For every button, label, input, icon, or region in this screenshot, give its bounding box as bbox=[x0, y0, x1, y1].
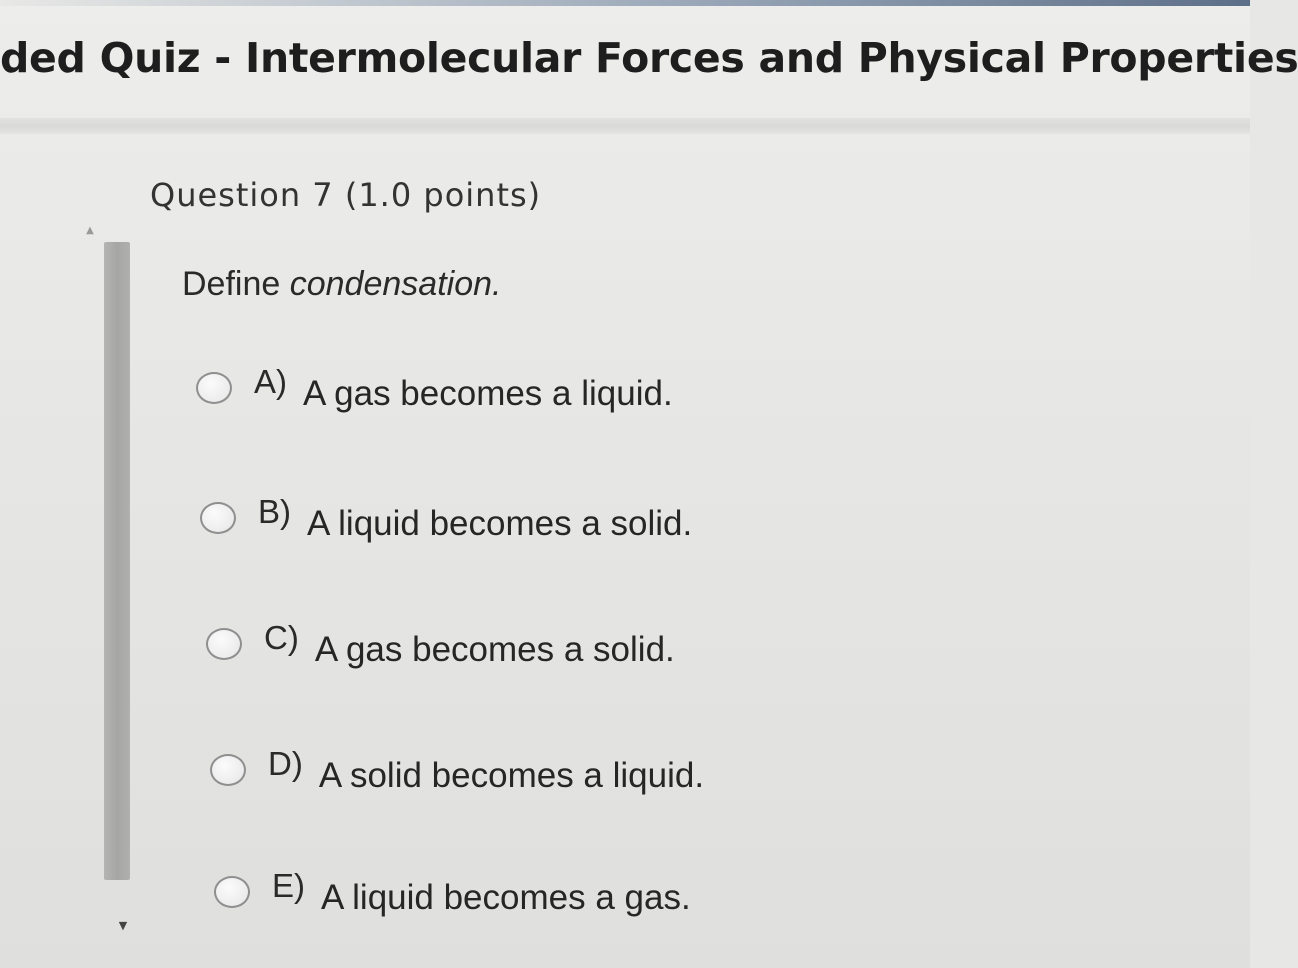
title-divider bbox=[0, 118, 1250, 134]
option-text-c: A gas becomes a solid. bbox=[314, 630, 675, 669]
radio-button-b[interactable] bbox=[200, 502, 236, 534]
option-text-d: A solid becomes a liquid. bbox=[318, 756, 705, 795]
quiz-title: ded Quiz - Intermolecular Forces and Physical Properties bbox=[0, 34, 1298, 82]
option-letter-b: B) bbox=[258, 493, 291, 530]
scroll-down-icon[interactable]: ▼ bbox=[118, 919, 128, 932]
option-text-e: A liquid becomes a gas. bbox=[321, 878, 691, 917]
answer-option-c[interactable] bbox=[206, 618, 675, 670]
option-letter-c: C) bbox=[264, 619, 299, 656]
option-letter-a: A) bbox=[254, 363, 287, 400]
question-prompt-prefix: Define bbox=[182, 265, 290, 303]
browser-top-bar bbox=[0, 0, 1250, 6]
radio-button-d[interactable] bbox=[210, 754, 246, 786]
answer-option-b[interactable] bbox=[200, 492, 692, 544]
question-header bbox=[150, 176, 550, 226]
option-text-a: A gas becomes a liquid. bbox=[303, 374, 673, 413]
answer-option-d[interactable] bbox=[210, 744, 704, 796]
question-header-text: Question 7 (1.0 points) bbox=[150, 176, 542, 214]
option-letter-e: E) bbox=[272, 867, 305, 904]
answer-option-a[interactable] bbox=[196, 362, 673, 414]
option-text-b: A liquid becomes a solid. bbox=[307, 504, 693, 543]
answer-option-e[interactable] bbox=[214, 866, 691, 918]
scroll-up-icon[interactable]: ▲ bbox=[86, 225, 94, 236]
scrollbar-thumb[interactable] bbox=[104, 242, 130, 880]
radio-button-a[interactable] bbox=[196, 372, 232, 404]
radio-button-c[interactable] bbox=[206, 628, 242, 660]
option-letter-d: D) bbox=[268, 745, 303, 782]
question-panel bbox=[0, 134, 1250, 968]
question-prompt bbox=[182, 262, 501, 306]
radio-button-e[interactable] bbox=[214, 876, 250, 908]
question-prompt-term: condensation. bbox=[289, 265, 502, 303]
